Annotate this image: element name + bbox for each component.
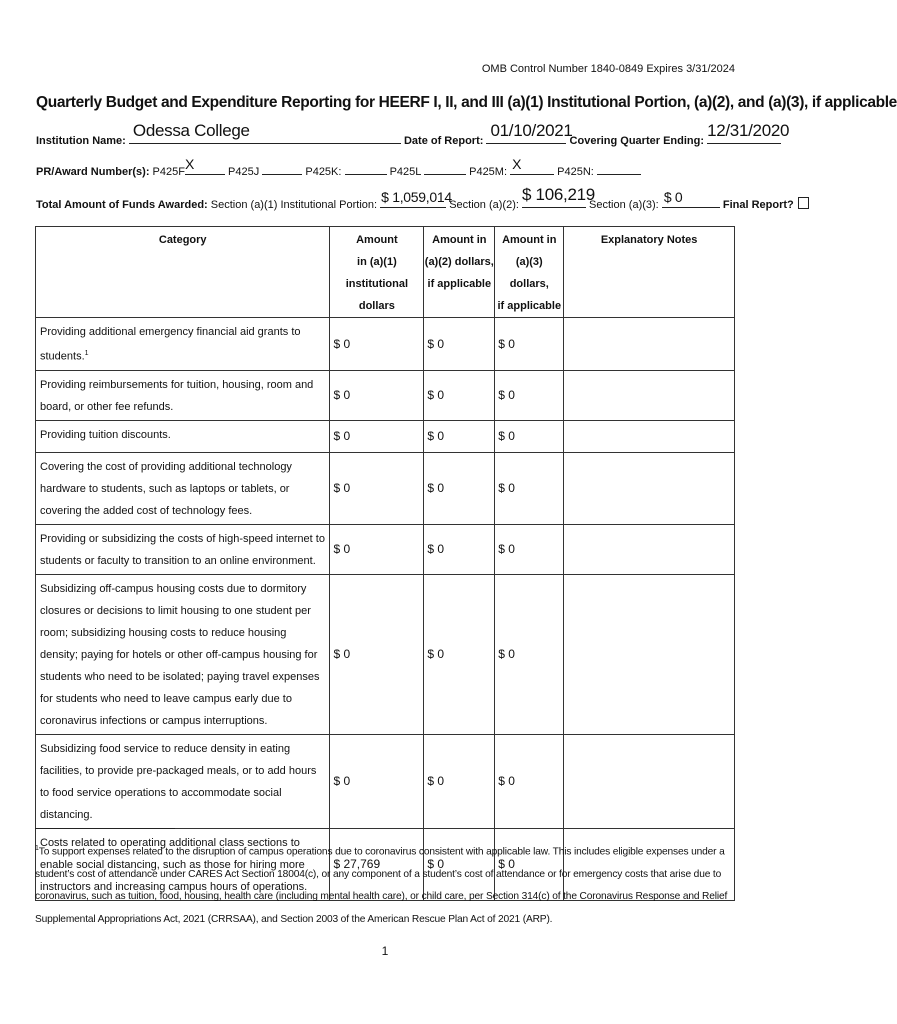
category-cell: Providing or subsidizing the costs of high-speed internet to students or faculty to transition to an online environment. [36, 524, 330, 574]
table-row [36, 524, 735, 574]
date-value: 01/10/2021 [490, 121, 573, 140]
header-a3-line3: if applicable [497, 300, 562, 312]
category-cell: Covering the cost of providing additional technology hardware to students, such as laptops or tablets, or covering the added cost of technology fees. [36, 452, 330, 524]
header-a3 [495, 227, 564, 318]
table-row [36, 452, 735, 524]
p425m-mark: X [512, 156, 522, 172]
a1-amount-cell[interactable]: $ 0 [330, 574, 424, 734]
a3-field[interactable] [662, 189, 720, 208]
a3-label: Section (a)(3): [589, 199, 659, 211]
footnote-text: To support expenses related to the disruption of campus operations due to coronavirus consistent with applicable law. This includes eligible expenses under a student’s cost of attendance under CARES Act Section 18004(c), or any component of a student’s cost of attendance or for emergency costs that arise due to coronavirus, such as tuition, food, housing, health care (including mental health care), or child care, per Section 314(c) of the Coronavirus Response and Relief Supplemental Appropriations Act, 2021 (CRRSAA), and Section 2003 of the American Rescue Plan Act of 2021 (ARP). [35, 846, 728, 925]
table-row [36, 370, 735, 420]
quarter-value: 12/31/2020 [707, 121, 790, 140]
a3-value: $ 0 [663, 189, 683, 205]
notes-cell[interactable] [564, 318, 735, 371]
table-row [36, 734, 735, 828]
quarter-label: Covering Quarter Ending: [569, 135, 705, 147]
a3-amount-cell[interactable]: $ 0 [495, 370, 564, 420]
institution-line [36, 121, 790, 147]
header-a1 [330, 227, 424, 318]
a1-label: Section (a)(1) Institutional Portion: [210, 199, 378, 211]
footnote [35, 838, 735, 931]
header-a2 [424, 227, 495, 318]
a2-field[interactable] [521, 185, 595, 208]
institution-name-value: Odessa College [132, 121, 250, 140]
notes-cell[interactable] [564, 370, 735, 420]
a2-amount-cell[interactable]: $ 0 [424, 524, 495, 574]
expenditure-table [35, 226, 735, 901]
p425m-field[interactable] [510, 156, 554, 175]
table-row [36, 318, 735, 371]
funds-line [36, 185, 809, 211]
a2-value: $ 106,219 [521, 185, 595, 204]
footnote-ref[interactable]: 1 [84, 350, 89, 357]
date-label: Date of Report: [403, 135, 484, 147]
award-label: PR/Award Number(s): [36, 166, 150, 178]
award-p425k: P425K: [305, 166, 342, 178]
header-a3-line2: (a)(3) dollars, [509, 256, 549, 290]
p425n-field[interactable] [597, 162, 641, 175]
table-row [36, 420, 735, 452]
table-header-row [36, 227, 735, 318]
institution-name-field[interactable] [129, 121, 401, 144]
notes-cell[interactable] [564, 734, 735, 828]
category-cell: Subsidizing food service to reduce density in eating facilities, to provide pre-packaged meals, or to add hours to food service operations to accommodate social distancing. [36, 734, 330, 828]
a3-amount-cell[interactable]: $ 0 [495, 318, 564, 371]
award-line [36, 156, 641, 178]
a1-amount-cell[interactable]: $ 0 [330, 524, 424, 574]
date-field[interactable] [486, 121, 573, 144]
a3-amount-cell[interactable]: $ 0 [495, 452, 564, 524]
header-a3-line1: Amount in [502, 234, 557, 246]
category-cell: Subsidizing off-campus housing costs due to dormitory closures or decisions to limit housing to one student per room; subsidizing housing costs to reduce housing density; paying for hotels or other off-campus housing for students who need to be isolated; paying travel expenses for students who need to leave campus early due to coronavirus infections or campus interruptions. [36, 574, 330, 734]
notes-cell[interactable] [564, 452, 735, 524]
p425j-field[interactable] [262, 162, 302, 175]
a1-amount-cell[interactable]: $ 0 [330, 734, 424, 828]
header-a2-line2: (a)(2) dollars, [424, 256, 494, 268]
header-category: Category [36, 227, 330, 318]
a2-amount-cell[interactable]: $ 0 [424, 318, 495, 371]
footnote-divider [35, 828, 175, 829]
header-a1-line2: in (a)(1) [357, 256, 397, 268]
p425l-field[interactable] [424, 162, 466, 175]
a1-amount-cell[interactable]: $ 27,769 [330, 828, 424, 900]
final-report-checkbox[interactable] [798, 197, 809, 209]
notes-cell[interactable] [564, 524, 735, 574]
footnote-marker: 1 [35, 845, 39, 852]
omb-control-number: OMB Control Number 1840-0849 Expires 3/31/2024 [481, 63, 735, 75]
a2-amount-cell[interactable]: $ 0 [424, 574, 495, 734]
category-cell: Costs related to operating additional class sections to enable social distancing, such as those for hiring more instructors and increasing campus hours of operations. [36, 828, 330, 900]
quarter-field[interactable] [707, 121, 790, 144]
a3-amount-cell[interactable]: $ 0 [495, 574, 564, 734]
institution-label: Institution Name: [36, 135, 126, 147]
a1-amount-cell[interactable]: $ 0 [330, 370, 424, 420]
header-a2-line3: if applicable [427, 278, 492, 290]
a1-field[interactable] [380, 189, 452, 208]
award-p425j: P425J [228, 166, 260, 178]
a2-amount-cell[interactable]: $ 0 [424, 828, 495, 900]
funds-label: Total Amount of Funds Awarded: [36, 199, 208, 211]
a1-value: $ 1,059,014 [381, 189, 452, 205]
header-a2-line1: Amount in [432, 234, 487, 246]
award-p425n: P425N: [557, 166, 594, 178]
header-a1-line3: institutional dollars [345, 278, 409, 312]
category-cell: Providing reimbursements for tuition, housing, room and board, or other fee refunds. [36, 370, 330, 420]
a2-amount-cell[interactable]: $ 0 [424, 420, 495, 452]
page-title: Quarterly Budget and Expenditure Reporting for HEERF I, II, and III (a)(1) Institutional Portion, (a)(2), and (a)(3), if applicable [36, 94, 897, 111]
a3-amount-cell[interactable]: $ 0 [495, 734, 564, 828]
a2-amount-cell[interactable]: $ 0 [424, 452, 495, 524]
a3-amount-cell[interactable]: $ 0 [495, 420, 564, 452]
header-notes: Explanatory Notes [564, 227, 735, 318]
award-p425l: P425L [389, 166, 421, 178]
a2-amount-cell[interactable]: $ 0 [424, 370, 495, 420]
a1-amount-cell[interactable]: $ 0 [330, 452, 424, 524]
category-cell: Providing additional emergency financial aid grants to students.$^1$ [36, 318, 330, 371]
page-number: 1 [381, 944, 389, 958]
header-a1-line1: Amount [356, 234, 398, 246]
a1-amount-cell[interactable]: $ 0 [330, 420, 424, 452]
p425f-mark: X [184, 156, 195, 172]
final-report-label: Final Report? [722, 199, 794, 211]
a3-amount-cell[interactable]: $ 0 [495, 828, 564, 900]
p425k-field[interactable] [345, 162, 387, 175]
category-cell: Providing tuition discounts. [36, 420, 330, 452]
a2-label: Section (a)(2): [449, 199, 519, 211]
a2-amount-cell[interactable]: $ 0 [424, 734, 495, 828]
table-row [36, 574, 735, 734]
a1-amount-cell[interactable]: $ 0 [330, 318, 424, 371]
p425f-field[interactable] [184, 156, 225, 175]
award-p425m: P425M: [469, 166, 508, 178]
notes-cell[interactable] [564, 574, 735, 734]
notes-cell[interactable] [564, 420, 735, 452]
award-p425f: P425F [152, 166, 185, 178]
a3-amount-cell[interactable]: $ 0 [495, 524, 564, 574]
